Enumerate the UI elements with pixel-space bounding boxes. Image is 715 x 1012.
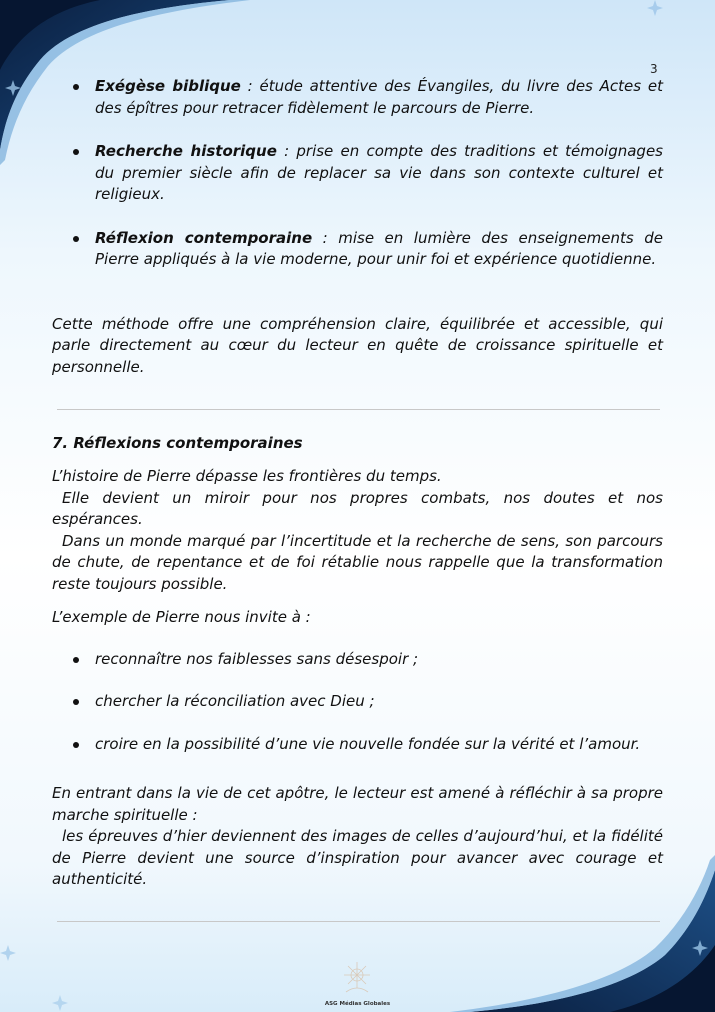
page-content: [52, 76, 663, 922]
intro-line: Elle devient un miroir pour nos propres combats, nos doutes et nos espérances.: [52, 488, 663, 528]
method-conclusion: Cette méthode offre une compréhension claire, équilibrée et accessible, qui parle directement au cœur du lecteur en quête de croissance spirituelle et personnelle.: [52, 314, 663, 376]
list-item: [52, 691, 663, 713]
closing-line: En entrant dans la vie de cet apôtre, le lecteur est amené à réfléchir à sa propre marche spirituelle :: [52, 784, 663, 824]
list-item: [52, 76, 663, 119]
bullet-icon: [73, 236, 79, 242]
list-item-text: reconnaître nos faiblesses sans désespoir ;: [95, 649, 419, 668]
bullet-icon: [73, 657, 79, 663]
list-item: [52, 141, 663, 206]
list-item: [52, 734, 663, 756]
list-item-text: : mise en lumière des enseignements de Pierre appliqués à la vie moderne, pour unir foi et expérience quotidienne.: [95, 228, 663, 268]
list-item-term: Recherche historique: [95, 142, 277, 160]
list-item-text: chercher la réconciliation avec Dieu ;: [95, 692, 375, 710]
bullet-icon: [73, 84, 79, 90]
bullet-icon: [73, 149, 79, 155]
list-item-text: croire en la possibilité d’une vie nouvelle fondée sur la vérité et l’amour.: [95, 734, 641, 753]
invite-list: [52, 649, 663, 756]
intro-line: Dans un monde marqué par l’incertitude et la recherche de sens, son parcours de chute, de repentance et de foi rétablie nous rappelle que la transformation reste toujours possible.: [52, 531, 663, 593]
method-list: [52, 76, 663, 271]
bullet-icon: [73, 742, 79, 748]
starburst-logo-icon: [340, 960, 374, 996]
invite-lead: L’exemple de Pierre nous invite à :: [52, 608, 311, 626]
list-item-text: : prise en compte des traditions et témoignages du premier siècle afin de replacer sa vie dans son contexte culturel et religieux.: [95, 142, 663, 203]
section-intro: [52, 466, 663, 595]
list-item-term: Exégèse biblique: [95, 77, 241, 95]
list-item-text: : étude attentive des Évangiles, du livre des Actes et des épîtres pour retracer fidèlement le parcours de Pierre.: [95, 77, 663, 117]
list-item-term: Réflexion contemporaine: [95, 228, 313, 247]
footer-divider: [57, 921, 660, 922]
section-closing: [52, 783, 663, 891]
list-item: [52, 228, 663, 271]
list-item: [52, 649, 663, 671]
bullet-icon: [73, 699, 79, 705]
section-heading: 7. Réflexions contemporaines: [52, 434, 303, 452]
page-number: 3: [650, 62, 658, 76]
section-divider: [57, 409, 660, 410]
intro-line: L’histoire de Pierre dépasse les frontières du temps.: [52, 467, 442, 485]
closing-line: les épreuves d’hier deviennent des images de celles d’aujourd’hui, et la fidélité de Pierre devient une source d’inspiration pour avancer avec courage et authenticité.: [52, 827, 663, 888]
publisher-name: ASG Médias Globales: [324, 1001, 391, 1007]
